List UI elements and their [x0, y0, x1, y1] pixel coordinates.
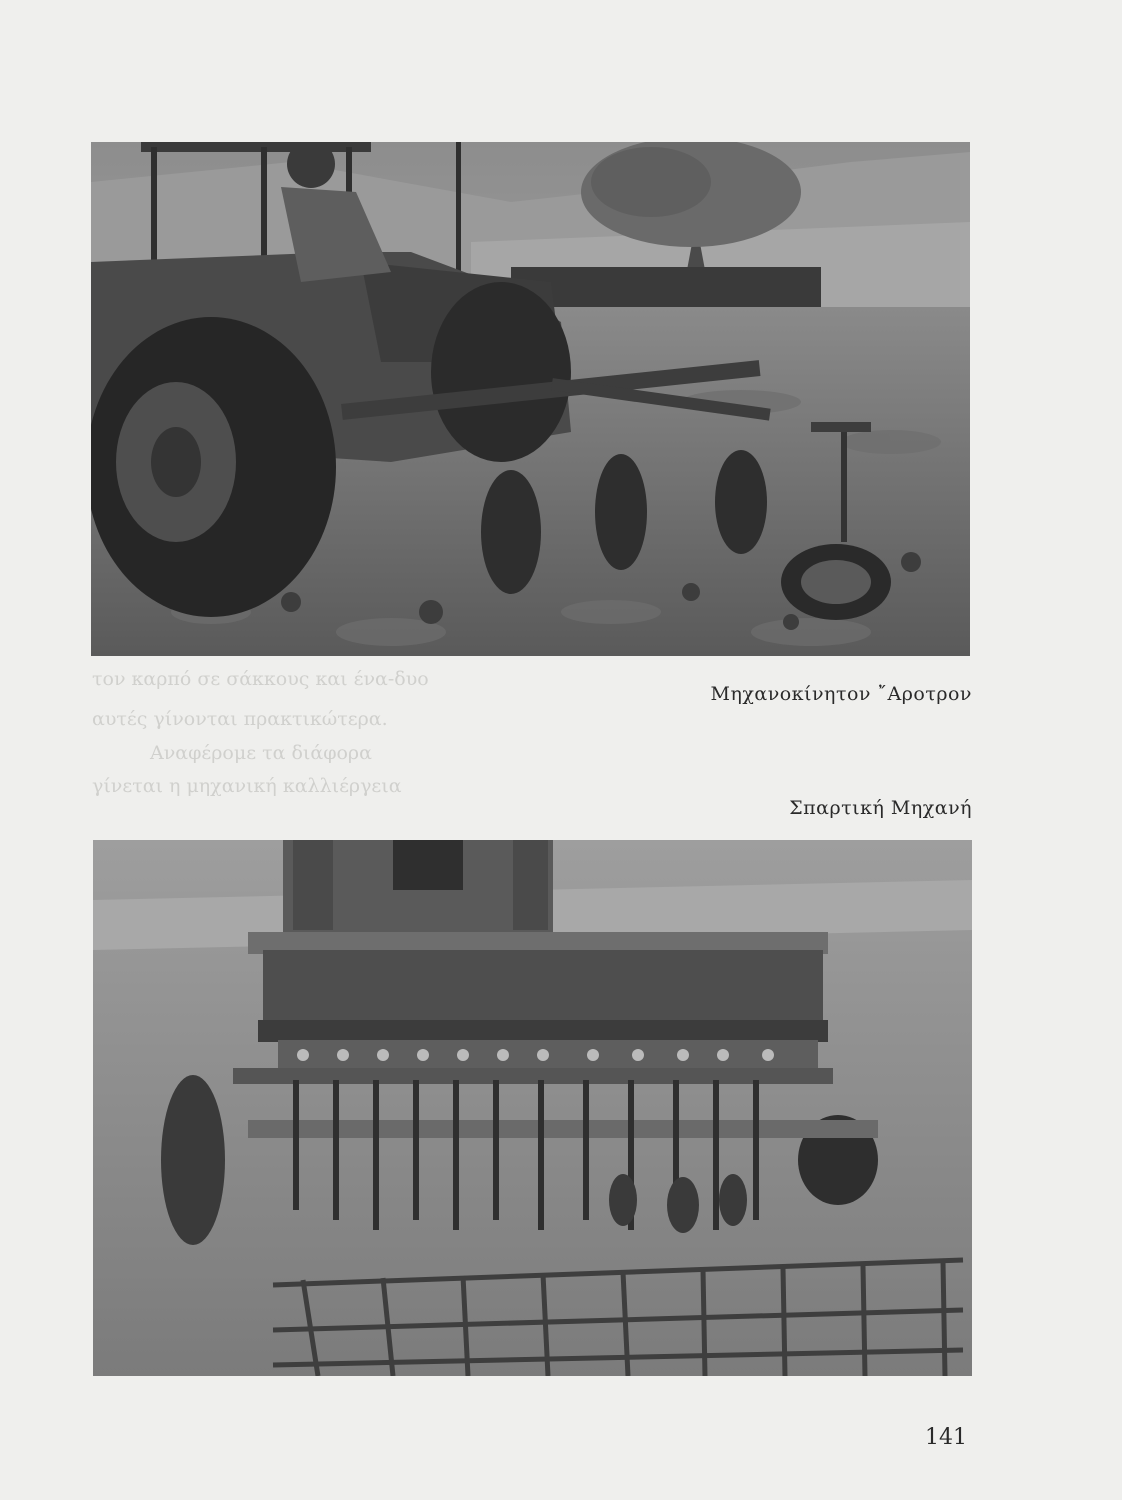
- page-number: 141: [925, 1425, 967, 1450]
- figure-caption-plough: Μηχανοκίνητον ῎Αροτρον: [710, 683, 972, 705]
- tractor-plough-photo: [91, 142, 970, 656]
- figure-caption-seed-drill: Σπαρτική Μηχανή: [789, 797, 972, 819]
- bleed-through-line-2: αυτές γίνονται πρακτικώτερα.: [92, 708, 388, 730]
- bleed-through-line-3: Αναφέρομε τα διάφορα: [150, 742, 372, 764]
- bleed-through-line-1: τον καρπό σε σάκκους και ένα-δυο: [92, 668, 429, 690]
- bleed-through-line-4: γίνεται η μηχανική καλλιέργεια: [92, 775, 402, 797]
- seed-drill-photo: [93, 840, 972, 1376]
